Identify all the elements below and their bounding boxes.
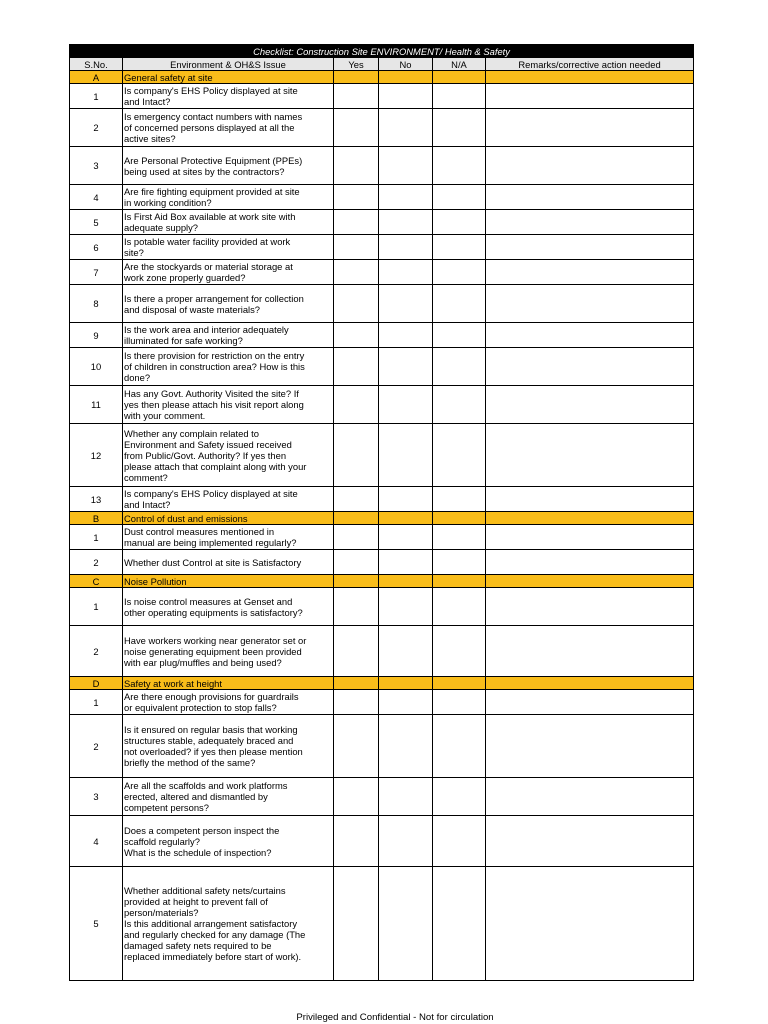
header-sno: S.No. <box>70 58 123 71</box>
na-cell[interactable] <box>433 550 486 575</box>
yes-cell[interactable] <box>334 867 379 981</box>
table-row <box>70 690 694 715</box>
na-cell[interactable] <box>433 487 486 512</box>
issue-line: from Public/Govt. Authority? If yes then <box>124 449 287 461</box>
issue-line: Whether any complain related to <box>124 427 259 439</box>
issue-line: Is this additional arrangement satisfactory <box>124 918 298 929</box>
issue-line: Are Personal Protective Equipment (PPEs) <box>124 154 303 166</box>
table-row <box>70 626 694 677</box>
no-cell[interactable] <box>379 285 433 323</box>
issue-line: Whether dust Control at site is Satisfactory <box>124 556 302 568</box>
no-cell[interactable] <box>379 348 433 386</box>
row-number: 5 <box>70 867 123 981</box>
issue-line: Has any Govt. Authority Visited the site? If <box>124 388 299 399</box>
section-row <box>70 71 694 84</box>
yes-cell[interactable] <box>334 285 379 323</box>
issue-line: Is there a proper arrangement for collection <box>124 292 304 304</box>
table-row <box>70 525 694 550</box>
issue-text <box>123 487 334 512</box>
yes-cell[interactable] <box>334 487 379 512</box>
table-row <box>70 260 694 285</box>
yes-cell[interactable] <box>334 386 379 424</box>
yes-cell[interactable] <box>334 626 379 677</box>
table-row <box>70 235 694 260</box>
no-cell[interactable] <box>379 386 433 424</box>
issue-text <box>123 323 334 348</box>
checklist-table <box>69 44 694 981</box>
no-cell[interactable] <box>379 424 433 487</box>
table-row <box>70 285 694 323</box>
yes-cell[interactable] <box>334 323 379 348</box>
yes-cell[interactable] <box>334 260 379 285</box>
issue-text <box>123 147 334 185</box>
issue-text <box>123 588 334 626</box>
issue-text <box>123 260 334 285</box>
row-number: 1 <box>70 690 123 715</box>
header-row <box>70 58 694 71</box>
header-remarks: Remarks/corrective action needed <box>486 58 694 71</box>
issue-text <box>123 235 334 260</box>
issue-text <box>123 715 334 778</box>
na-cell[interactable] <box>433 260 486 285</box>
row-number: 3 <box>70 147 123 185</box>
issue-line: being used at sites by the contractors? <box>124 165 285 177</box>
checklist-sheet <box>69 44 693 981</box>
issue-line: Have workers working near generator set or <box>124 634 307 646</box>
no-cell[interactable] <box>379 816 433 867</box>
yes-cell[interactable] <box>334 147 379 185</box>
section-blank-cell <box>433 512 486 525</box>
issue-line: in working condition? <box>124 197 212 208</box>
row-number: 4 <box>70 816 123 867</box>
checklist-title: Checklist: Construction Site ENVIRONMENT/ Health & Safety <box>70 45 694 58</box>
table-row <box>70 487 694 512</box>
issue-line: with ear plug/muffles and being used? <box>124 656 282 668</box>
issue-line: adequate supply? <box>124 222 199 233</box>
section-row <box>70 677 694 690</box>
issue-line: replaced immediately before start of work). <box>124 951 302 962</box>
issue-line: Is there provision for restriction on the entry <box>124 350 305 361</box>
issue-line: briefly the method of the same? <box>124 757 256 768</box>
remarks-cell[interactable] <box>486 285 694 323</box>
issue-line: competent persons? <box>124 802 209 813</box>
section-row <box>70 512 694 525</box>
issue-line: noise generating equipment been provided <box>124 645 302 657</box>
title-row <box>70 45 694 58</box>
no-cell[interactable] <box>379 109 433 147</box>
issue-text <box>123 84 334 109</box>
no-cell[interactable] <box>379 84 433 109</box>
na-cell[interactable] <box>433 109 486 147</box>
na-cell[interactable] <box>433 386 486 424</box>
issue-text <box>123 386 334 424</box>
remarks-cell[interactable] <box>486 690 694 715</box>
no-cell[interactable] <box>379 690 433 715</box>
issue-text <box>123 109 334 147</box>
issue-line: yes then please attach his visit report along <box>124 399 304 410</box>
remarks-cell[interactable] <box>486 386 694 424</box>
remarks-cell[interactable] <box>486 84 694 109</box>
yes-cell[interactable] <box>334 348 379 386</box>
section-blank-cell <box>334 71 379 84</box>
issue-line: Is First Aid Box available at work site with <box>124 211 296 222</box>
table-row <box>70 348 694 386</box>
issue-line: not overloaded? if yes then please mention <box>124 746 303 757</box>
issue-line: scaffold regularly? <box>124 835 200 847</box>
na-cell[interactable] <box>433 626 486 677</box>
issue-line: erected, altered and dismantled by <box>124 791 268 802</box>
section-blank-cell <box>379 677 433 690</box>
issue-line: Is company's EHS Policy displayed at site <box>124 488 298 499</box>
issue-line: Are fire fighting equipment provided at site <box>124 186 300 197</box>
section-blank-cell <box>486 512 694 525</box>
yes-cell[interactable] <box>334 690 379 715</box>
issue-line: comment? <box>124 471 168 483</box>
issue-line: Whether additional safety nets/curtains <box>124 885 286 896</box>
row-number: 1 <box>70 588 123 626</box>
header-yes: Yes <box>334 58 379 71</box>
yes-cell[interactable] <box>334 235 379 260</box>
no-cell[interactable] <box>379 323 433 348</box>
remarks-cell[interactable] <box>486 715 694 778</box>
issue-line: damaged safety nets required to be <box>124 940 272 951</box>
remarks-cell[interactable] <box>486 778 694 816</box>
remarks-cell[interactable] <box>486 525 694 550</box>
issue-text <box>123 867 334 981</box>
na-cell[interactable] <box>433 84 486 109</box>
issue-text <box>123 690 334 715</box>
issue-text <box>123 185 334 210</box>
remarks-cell[interactable] <box>486 588 694 626</box>
issue-text <box>123 550 334 575</box>
issue-line: Is emergency contact numbers with names <box>124 111 303 122</box>
header-issue: Environment & OH&S Issue <box>123 58 334 71</box>
table-row <box>70 185 694 210</box>
row-number: 2 <box>70 550 123 575</box>
issue-line: Is it ensured on regular basis that working <box>124 724 298 735</box>
header-no: No <box>379 58 433 71</box>
na-cell[interactable] <box>433 715 486 778</box>
remarks-cell[interactable] <box>486 235 694 260</box>
section-blank-cell <box>486 71 694 84</box>
na-cell[interactable] <box>433 525 486 550</box>
issue-line: site? <box>124 247 144 258</box>
row-number: 2 <box>70 715 123 778</box>
remarks-cell[interactable] <box>486 210 694 235</box>
no-cell[interactable] <box>379 867 433 981</box>
section-blank-cell <box>433 71 486 84</box>
na-cell[interactable] <box>433 285 486 323</box>
issue-line: provided at height to prevent fall of <box>124 896 268 907</box>
row-number: 1 <box>70 84 123 109</box>
issue-line: What is the schedule of inspection? <box>124 846 272 858</box>
section-title: Safety at work at height <box>123 677 334 690</box>
section-title: Control of dust and emissions <box>123 512 334 525</box>
remarks-cell[interactable] <box>486 816 694 867</box>
yes-cell[interactable] <box>334 109 379 147</box>
na-cell[interactable] <box>433 323 486 348</box>
issue-line: with your comment. <box>124 410 206 421</box>
no-cell[interactable] <box>379 260 433 285</box>
section-blank-cell <box>486 575 694 588</box>
no-cell[interactable] <box>379 626 433 677</box>
row-number: 7 <box>70 260 123 285</box>
yes-cell[interactable] <box>334 778 379 816</box>
yes-cell[interactable] <box>334 588 379 626</box>
section-letter: D <box>70 677 123 690</box>
section-title: General safety at site <box>123 71 334 84</box>
remarks-cell[interactable] <box>486 348 694 386</box>
no-cell[interactable] <box>379 185 433 210</box>
no-cell[interactable] <box>379 525 433 550</box>
table-row <box>70 424 694 487</box>
section-blank-cell <box>334 575 379 588</box>
issue-line: Are all the scaffolds and work platforms <box>124 780 288 791</box>
row-number: 6 <box>70 235 123 260</box>
no-cell[interactable] <box>379 210 433 235</box>
issue-line: other operating equipments is satisfactory? <box>124 606 303 618</box>
issue-text <box>123 210 334 235</box>
issue-line: structures stable, adequately braced and <box>124 735 294 746</box>
row-number: 8 <box>70 285 123 323</box>
remarks-cell[interactable] <box>486 550 694 575</box>
na-cell[interactable] <box>433 185 486 210</box>
remarks-cell[interactable] <box>486 424 694 487</box>
row-number: 12 <box>70 424 123 487</box>
issue-line: Environment and Safety issued received <box>124 438 292 450</box>
section-blank-cell <box>433 575 486 588</box>
issue-line: of concerned persons displayed at all the <box>124 122 295 133</box>
issue-line: manual are being implemented regularly? <box>124 537 297 548</box>
section-blank-cell <box>433 677 486 690</box>
issue-text <box>123 424 334 487</box>
section-blank-cell <box>486 677 694 690</box>
na-cell[interactable] <box>433 235 486 260</box>
section-letter: C <box>70 575 123 588</box>
table-row <box>70 715 694 778</box>
remarks-cell[interactable] <box>486 260 694 285</box>
section-letter: A <box>70 71 123 84</box>
issue-line: and Intact? <box>124 96 171 107</box>
header-na: N/A <box>433 58 486 71</box>
row-number: 13 <box>70 487 123 512</box>
issue-text <box>123 348 334 386</box>
row-number: 3 <box>70 778 123 816</box>
issue-line: of children in construction area? How is this <box>124 361 305 372</box>
section-blank-cell <box>334 512 379 525</box>
na-cell[interactable] <box>433 424 486 487</box>
table-row <box>70 147 694 185</box>
na-cell[interactable] <box>433 778 486 816</box>
issue-line: Dust control measures mentioned in <box>124 526 275 537</box>
yes-cell[interactable] <box>334 550 379 575</box>
table-row <box>70 84 694 109</box>
issue-text <box>123 285 334 323</box>
section-title: Noise Pollution <box>123 575 334 588</box>
yes-cell[interactable] <box>334 816 379 867</box>
row-number: 11 <box>70 386 123 424</box>
no-cell[interactable] <box>379 715 433 778</box>
yes-cell[interactable] <box>334 185 379 210</box>
row-number: 5 <box>70 210 123 235</box>
table-row <box>70 778 694 816</box>
section-row <box>70 575 694 588</box>
issue-line: work zone properly guarded? <box>124 272 246 283</box>
na-cell[interactable] <box>433 816 486 867</box>
table-row <box>70 386 694 424</box>
issue-line: Is potable water facility provided at work <box>124 236 291 247</box>
issue-text <box>123 525 334 550</box>
table-row <box>70 588 694 626</box>
no-cell[interactable] <box>379 487 433 512</box>
section-letter: B <box>70 512 123 525</box>
row-number: 10 <box>70 348 123 386</box>
issue-line: Is noise control measures at Genset and <box>124 595 293 607</box>
issue-line: person/materials? <box>124 907 199 918</box>
yes-cell[interactable] <box>334 715 379 778</box>
row-number: 2 <box>70 109 123 147</box>
row-number: 2 <box>70 626 123 677</box>
issue-line: or equivalent protection to stop falls? <box>124 702 277 713</box>
issue-text <box>123 778 334 816</box>
remarks-cell[interactable] <box>486 147 694 185</box>
section-blank-cell <box>379 71 433 84</box>
footer-note: Privileged and Confidential - Not for circulation <box>296 1012 494 1023</box>
issue-line: and regularly checked for any damage (The <box>124 929 306 940</box>
no-cell[interactable] <box>379 588 433 626</box>
table-row <box>70 109 694 147</box>
na-cell[interactable] <box>433 588 486 626</box>
issue-line: active sites? <box>124 133 176 144</box>
remarks-cell[interactable] <box>486 109 694 147</box>
remarks-cell[interactable] <box>486 867 694 981</box>
issue-line: Are there enough provisions for guardrails <box>124 691 299 702</box>
no-cell[interactable] <box>379 235 433 260</box>
no-cell[interactable] <box>379 550 433 575</box>
table-row <box>70 323 694 348</box>
issue-text <box>123 626 334 677</box>
issue-line: Does a competent person inspect the <box>124 824 280 836</box>
issue-text <box>123 816 334 867</box>
table-row <box>70 210 694 235</box>
issue-line: Is company's EHS Policy displayed at site <box>124 85 298 96</box>
na-cell[interactable] <box>433 348 486 386</box>
issue-line: done? <box>124 372 151 383</box>
table-row <box>70 867 694 981</box>
section-blank-cell <box>379 512 433 525</box>
issue-line: and disposal of waste materials? <box>124 303 261 315</box>
remarks-cell[interactable] <box>486 487 694 512</box>
no-cell[interactable] <box>379 147 433 185</box>
issue-line: please attach that complaint along with your <box>124 460 307 472</box>
issue-line: and Intact? <box>124 499 171 510</box>
na-cell[interactable] <box>433 210 486 235</box>
na-cell[interactable] <box>433 690 486 715</box>
row-number: 4 <box>70 185 123 210</box>
no-cell[interactable] <box>379 778 433 816</box>
table-row <box>70 816 694 867</box>
row-number: 9 <box>70 323 123 348</box>
remarks-cell[interactable] <box>486 323 694 348</box>
issue-line: Is the work area and interior adequately <box>124 324 289 335</box>
na-cell[interactable] <box>433 867 486 981</box>
yes-cell[interactable] <box>334 525 379 550</box>
yes-cell[interactable] <box>334 210 379 235</box>
table-row <box>70 550 694 575</box>
remarks-cell[interactable] <box>486 185 694 210</box>
yes-cell[interactable] <box>334 424 379 487</box>
issue-line: illuminated for safe working? <box>124 335 243 346</box>
yes-cell[interactable] <box>334 84 379 109</box>
row-number: 1 <box>70 525 123 550</box>
na-cell[interactable] <box>433 147 486 185</box>
issue-line: Are the stockyards or material storage at <box>124 261 293 272</box>
section-blank-cell <box>379 575 433 588</box>
section-blank-cell <box>334 677 379 690</box>
remarks-cell[interactable] <box>486 626 694 677</box>
